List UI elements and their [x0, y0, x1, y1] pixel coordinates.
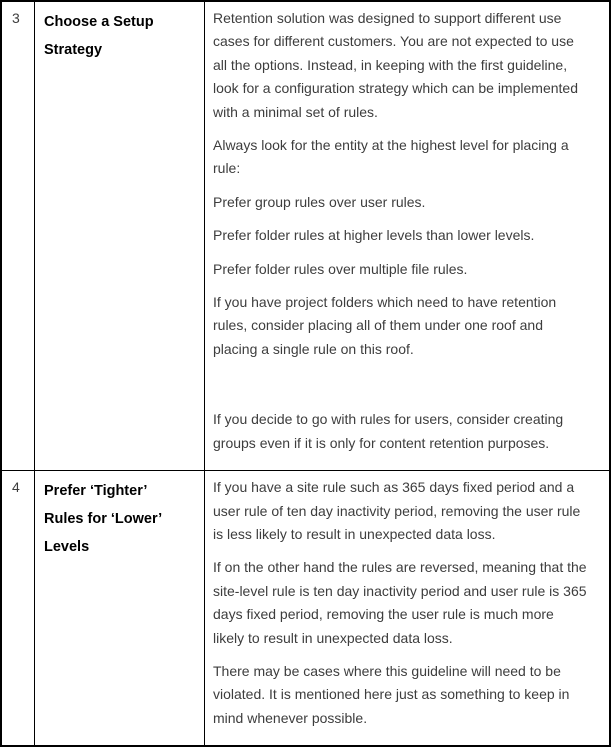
table-row	[2, 470, 609, 745]
row-title-cell	[35, 2, 205, 470]
row-number-cell	[2, 2, 35, 470]
body-paragraph: Prefer folder rules over multiple file rules.	[213, 260, 468, 277]
row-title: Prefer ‘Tighter’ Rules for ‘Lower’ Levels	[44, 483, 162, 556]
row-title-cell	[35, 471, 205, 745]
row-number-cell	[2, 471, 35, 745]
body-paragraph: If you have project folders which need to have retention rules, consider placing all of them under one roof and placing a single rule on this roof.	[213, 294, 557, 357]
body-paragraph: There may be cases where this guideline will need to be violated. It is mentioned here just as something to keep in mind whenever possible.	[213, 662, 570, 726]
body-paragraph: If on the other hand the rules are reversed, meaning that the site-level rule is ten day inactivity period and user rule is 365 days fixed period, removing the user rule is much more likely to result in unexpected data loss.	[213, 559, 587, 646]
table-row	[2, 2, 609, 470]
empty-paragraph	[213, 371, 587, 398]
body-paragraph: Prefer group rules over user rules.	[213, 193, 426, 210]
body-paragraph: Prefer folder rules at higher levels than lower levels.	[213, 227, 535, 244]
row-title: Choose a Setup Strategy	[44, 14, 154, 58]
body-paragraph: Retention solution was designed to support different use cases for different customers. You are not expected to use all the options. Instead, in keeping with the first guideline, look for a configuration strategy which can be implemented with a minimal set of rules.	[213, 10, 578, 120]
body-paragraph: If you have a site rule such as 365 days fixed period and a user rule of ten day inactivity period, removing the user rule is less likely to result in unexpected data loss.	[213, 479, 581, 542]
row-body-cell	[205, 471, 609, 745]
row-number: 4	[12, 479, 20, 496]
row-body-cell	[205, 2, 609, 470]
body-paragraph: If you decide to go with rules for users, consider creating groups even if it is only for content retention purposes.	[213, 411, 564, 451]
row-number: 3	[12, 10, 20, 26]
body-paragraph: Always look for the entity at the highest level for placing a rule:	[213, 137, 569, 177]
